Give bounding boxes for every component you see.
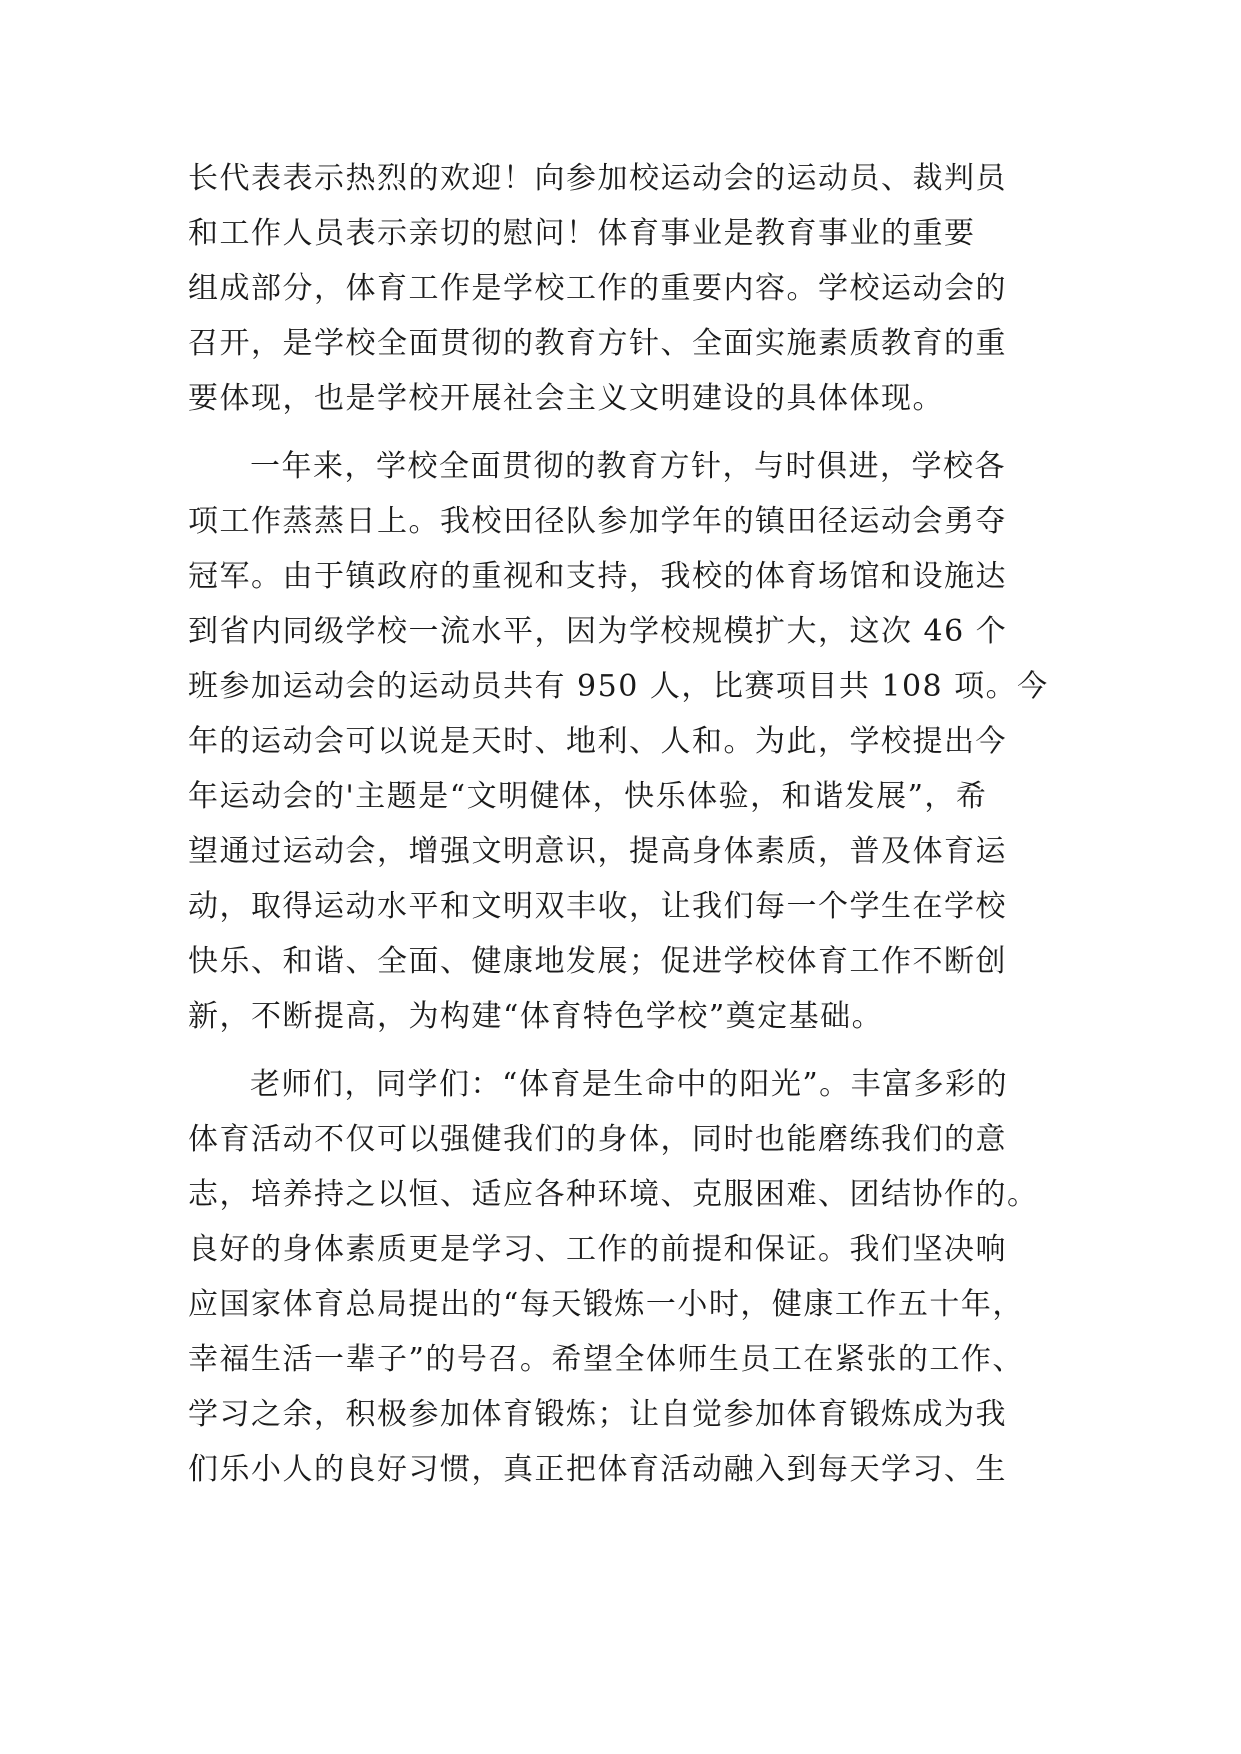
text-line: 良好的身体素质更是学习、工作的前提和保证。我们坚决响 — [188, 1232, 1007, 1267]
text-line: 们乐小人的良好习惯，真正把体育活动融入到每天学习、生 — [188, 1452, 1007, 1487]
text-line: 长代表表示热烈的欢迎！向参加校运动会的运动员、裁判员 — [188, 161, 1007, 196]
paragraph-3 — [188, 1057, 1058, 1497]
text-line: 年运动会的'主题是“文明健体，快乐体验，和谐发展”，希 — [188, 779, 988, 814]
text-line: 老师们，同学们：“体育是生命中的阳光”。丰富多彩的 — [250, 1067, 1009, 1102]
paragraph-1 — [188, 151, 1058, 426]
text-line: 体育活动不仅可以强健我们的身体，同时也能磨练我们的意 — [188, 1122, 1007, 1157]
text-line: 到省内同级学校一流水平，因为学校规模扩大，这次 46 个 — [188, 614, 1008, 649]
text-line: 项工作蒸蒸日上。我校田径队参加学年的镇田径运动会勇夺 — [188, 504, 1007, 539]
text-line: 新，不断提高，为构建“体育特色学校”奠定基础。 — [188, 999, 884, 1034]
paragraph-2 — [188, 439, 1058, 1044]
text-line: 组成部分，体育工作是学校工作的重要内容。学校运动会的 — [188, 271, 1007, 306]
document-body — [188, 151, 1058, 1497]
text-line: 望通过运动会，增强文明意识，提高身体素质，普及体育运 — [188, 834, 1007, 869]
text-line: 一年来，学校全面贯彻的教育方针，与时俱进，学校各 — [250, 449, 1006, 484]
text-line: 应国家体育总局提出的“每天锻炼一小时，健康工作五十年， — [188, 1287, 1024, 1322]
text-line: 动，取得运动水平和文明双丰收，让我们每一个学生在学校 — [188, 889, 1007, 924]
text-line: 要体现，也是学校开展社会主义文明建设的具体体现。 — [188, 381, 944, 416]
text-line: 召开，是学校全面贯彻的教育方针、全面实施素质教育的重 — [188, 326, 1007, 361]
text-line: 志，培养持之以恒、适应各种环境、克服困难、团结协作的。 — [188, 1177, 1039, 1212]
text-line: 幸福生活一辈子”的号召。希望全体师生员工在紧张的工作、 — [188, 1342, 1024, 1377]
text-line: 班参加运动会的运动员共有 950 人，比赛项目共 108 项。今 — [188, 669, 1049, 704]
text-line: 年的运动会可以说是天时、地利、人和。为此，学校提出今 — [188, 724, 1007, 759]
text-line: 快乐、和谐、全面、健康地发展；促进学校体育工作不断创 — [188, 944, 1007, 979]
text-line: 和工作人员表示亲切的慰问！体育事业是教育事业的重要 — [188, 216, 976, 251]
text-line: 学习之余，积极参加体育锻炼；让自觉参加体育锻炼成为我 — [188, 1397, 1007, 1432]
text-line: 冠军。由于镇政府的重视和支持，我校的体育场馆和设施达 — [188, 559, 1007, 594]
